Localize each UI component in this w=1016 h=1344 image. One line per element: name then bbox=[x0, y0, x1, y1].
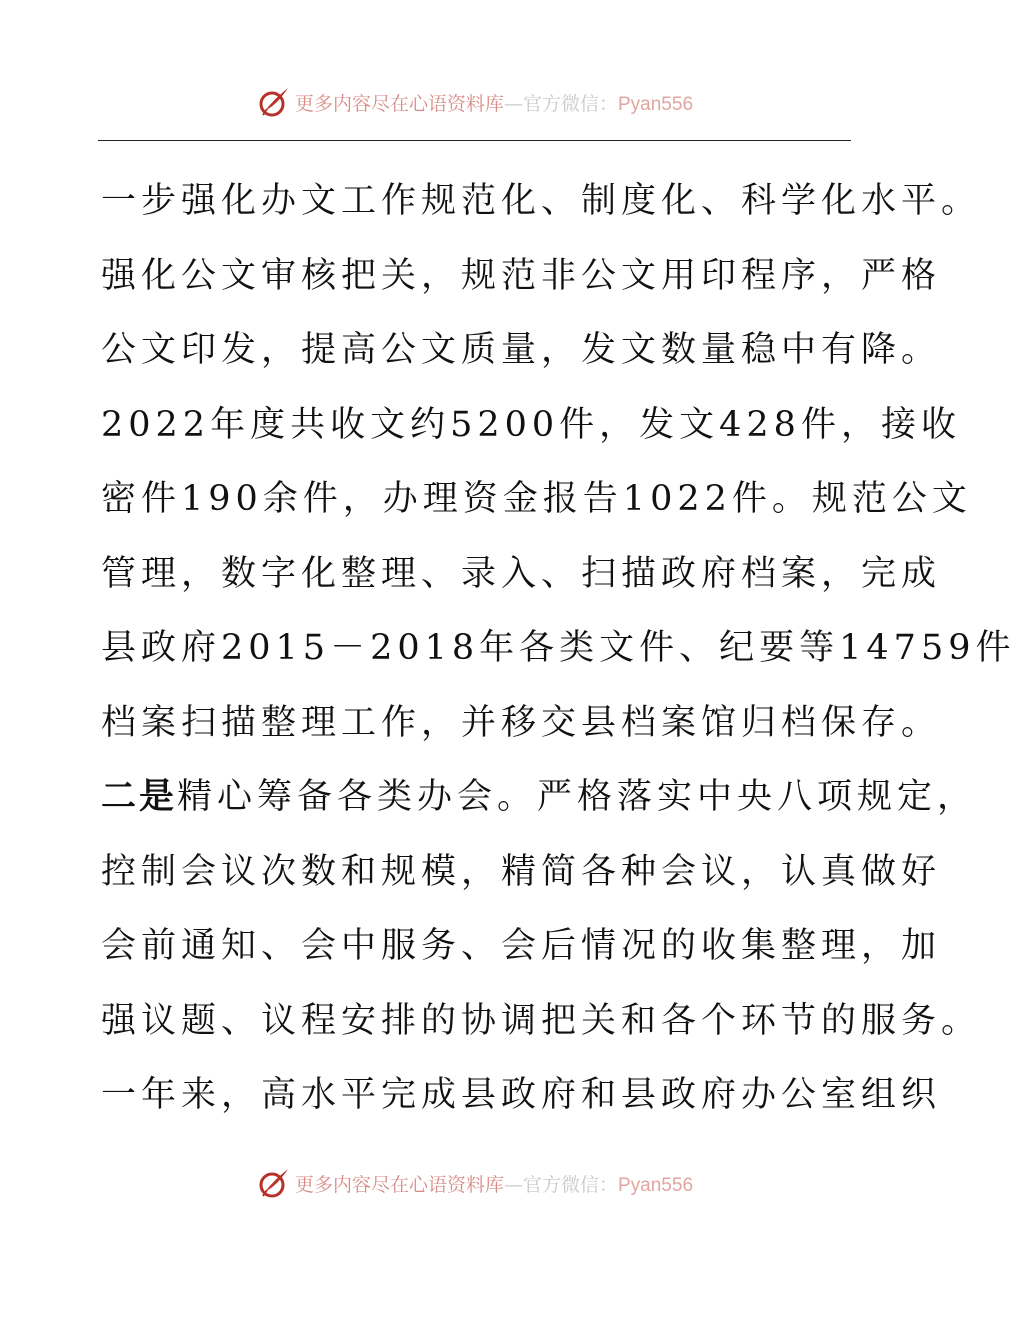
body-line-9 bbox=[101, 760, 978, 835]
body-line-4: 2022年度共收文约5200件，发文428件，接收 bbox=[101, 404, 961, 445]
quill-logo-icon bbox=[257, 1166, 291, 1200]
quill-logo-icon bbox=[257, 85, 291, 119]
header-banner-title: 更多内容尽在心语资料库 bbox=[294, 92, 504, 115]
body-line-8: 档案扫描整理工作，并移交县档案馆归档保存。 bbox=[101, 702, 942, 743]
document-body bbox=[101, 164, 1016, 1133]
header-divider bbox=[98, 140, 851, 141]
page-header bbox=[0, 82, 950, 122]
body-line-9-text: 精心筹备各类办会。严格落实中央八项规定， bbox=[177, 777, 978, 817]
body-line-1: 一步强化办文工作规范化、制度化、科学化水平。 bbox=[101, 181, 982, 221]
body-line-3: 公文印发，提高公文质量，发文数量稳中有降。 bbox=[101, 330, 942, 370]
body-line-13: 一年来，高水平完成县政府和县政府办公室组织 bbox=[101, 1075, 942, 1115]
footer-banner bbox=[295, 1170, 693, 1197]
body-line-7: 县政府2015－2018年各类文件、纪要等14759件 bbox=[101, 628, 1016, 668]
body-line-10: 控制会议次数和规模，精简各种会议，认真做好 bbox=[101, 851, 942, 892]
body-line-12: 强议题、议程安排的协调把关和各个环节的服务。 bbox=[101, 1000, 982, 1041]
footer-banner-title: 更多内容尽在心语资料库 bbox=[294, 1173, 504, 1196]
footer-banner-dash: — bbox=[503, 1173, 523, 1196]
bold-lead-text: 二是 bbox=[101, 777, 178, 817]
footer-banner-wechat-id: Pyan556 bbox=[618, 1174, 694, 1196]
header-banner-dash: — bbox=[503, 92, 523, 115]
body-line-6: 管理，数字化整理、录入、扫描政府档案，完成 bbox=[101, 553, 942, 594]
header-banner-wechat-id: Pyan556 bbox=[618, 93, 694, 115]
header-banner-wechat-label: 官方微信： bbox=[522, 92, 618, 115]
header-banner bbox=[295, 89, 693, 116]
body-line-11: 会前通知、会中服务、会后情况的收集整理，加 bbox=[101, 926, 942, 966]
page-footer bbox=[0, 1163, 950, 1203]
footer-banner-wechat-label: 官方微信： bbox=[522, 1173, 618, 1196]
body-line-5: 密件190余件，办理资金报告1022件。规范公文 bbox=[101, 479, 972, 519]
body-line-2: 强化公文审核把关，规范非公文用印程序，严格 bbox=[101, 255, 942, 296]
